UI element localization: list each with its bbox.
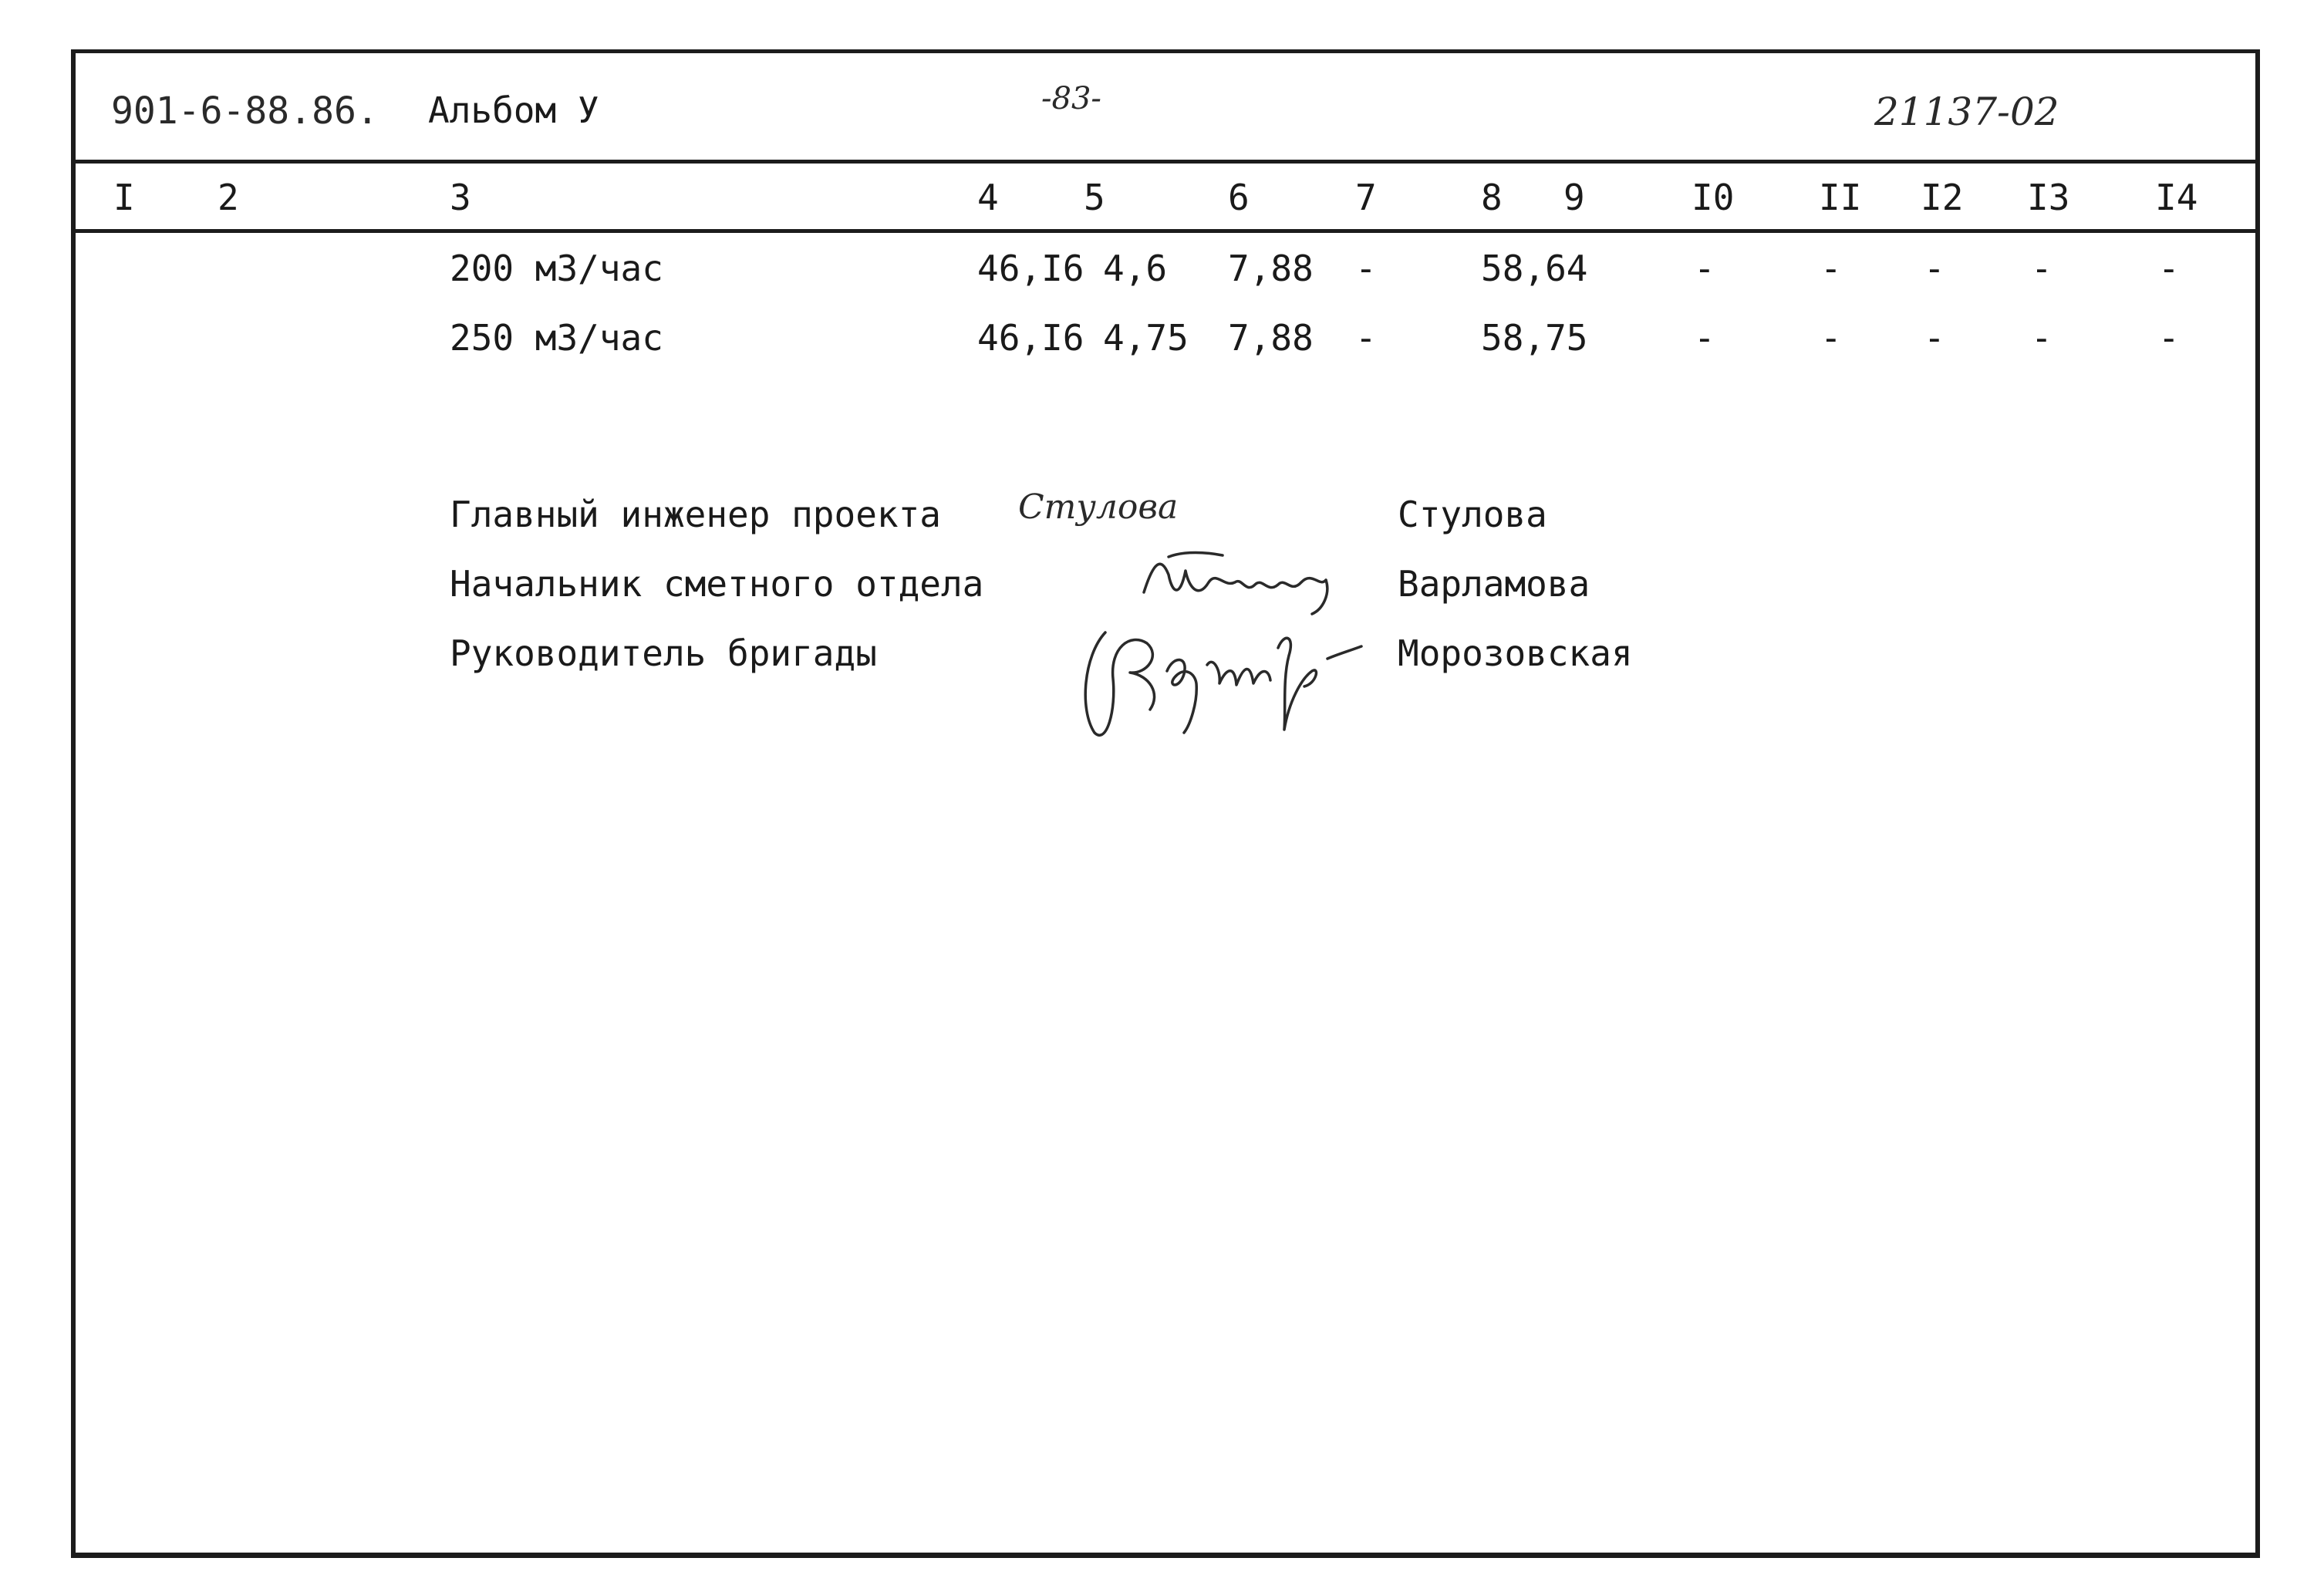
cell-col6: 7,88 — [1228, 248, 1314, 289]
cell-col5: 4,6 — [1103, 248, 1168, 289]
signature-role-chief-engineer: Главный инженер проекта — [450, 494, 941, 535]
cell-col12: - — [1924, 317, 1945, 359]
cell-capacity: 200 м3/час — [450, 248, 663, 289]
cell-col13: - — [2031, 248, 2052, 289]
cell-col4: 46,I6 — [977, 248, 1084, 289]
cell-col13: - — [2031, 317, 2052, 359]
cell-col10: - — [1694, 248, 1715, 289]
column-number-3: 3 — [450, 177, 471, 218]
page-number: -83- — [1041, 81, 1101, 116]
cell-col14: - — [2158, 248, 2180, 289]
column-number-6: 6 — [1228, 177, 1250, 218]
cell-col11: - — [1820, 248, 1842, 289]
column-number-10: I0 — [1692, 177, 1735, 218]
header-divider — [71, 160, 2260, 164]
cell-col7: - — [1355, 248, 1377, 289]
column-number-11: II — [1819, 177, 1862, 218]
cell-col8-9: 58,64 — [1481, 248, 1588, 289]
cell-col4: 46,I6 — [977, 317, 1084, 359]
signature-name-estimate-dept-head: Варламова — [1398, 563, 1590, 605]
signature-name-team-lead: Морозовская — [1398, 632, 1633, 674]
cell-capacity: 250 м3/час — [450, 317, 663, 359]
signature-role-estimate-dept-head: Начальник сметного отдела — [450, 563, 984, 605]
cell-col12: - — [1924, 248, 1945, 289]
column-number-8: 8 — [1481, 177, 1503, 218]
album-label: Альбом У — [428, 89, 599, 131]
cell-col8-9: 58,75 — [1481, 317, 1588, 359]
column-header-divider — [71, 229, 2260, 233]
cell-col14: - — [2158, 317, 2180, 359]
cell-col7: - — [1355, 317, 1377, 359]
column-number-2: 2 — [218, 177, 239, 218]
inventory-number: 21137-02 — [1874, 89, 2059, 134]
column-number-4: 4 — [977, 177, 999, 218]
column-number-14: I4 — [2155, 177, 2198, 218]
column-number-5: 5 — [1084, 177, 1105, 218]
column-number-7: 7 — [1355, 177, 1377, 218]
signature-handwritten-team-lead — [1076, 609, 1385, 740]
column-number-13: I3 — [2027, 177, 2070, 218]
cell-col10: - — [1694, 317, 1715, 359]
column-number-1: I — [113, 177, 135, 218]
column-number-9: 9 — [1563, 177, 1585, 218]
cell-col5: 4,75 — [1103, 317, 1189, 359]
document-code: 901-6-88.86. — [111, 89, 379, 133]
signature-role-team-lead: Руководитель бригады — [450, 632, 877, 674]
cell-col11: - — [1820, 317, 1842, 359]
column-number-12: I2 — [1921, 177, 1964, 218]
signature-handwritten-chief-engineer: Стулова — [1018, 487, 1179, 527]
signature-name-chief-engineer: Стулова — [1398, 494, 1547, 535]
cell-col6: 7,88 — [1228, 317, 1314, 359]
